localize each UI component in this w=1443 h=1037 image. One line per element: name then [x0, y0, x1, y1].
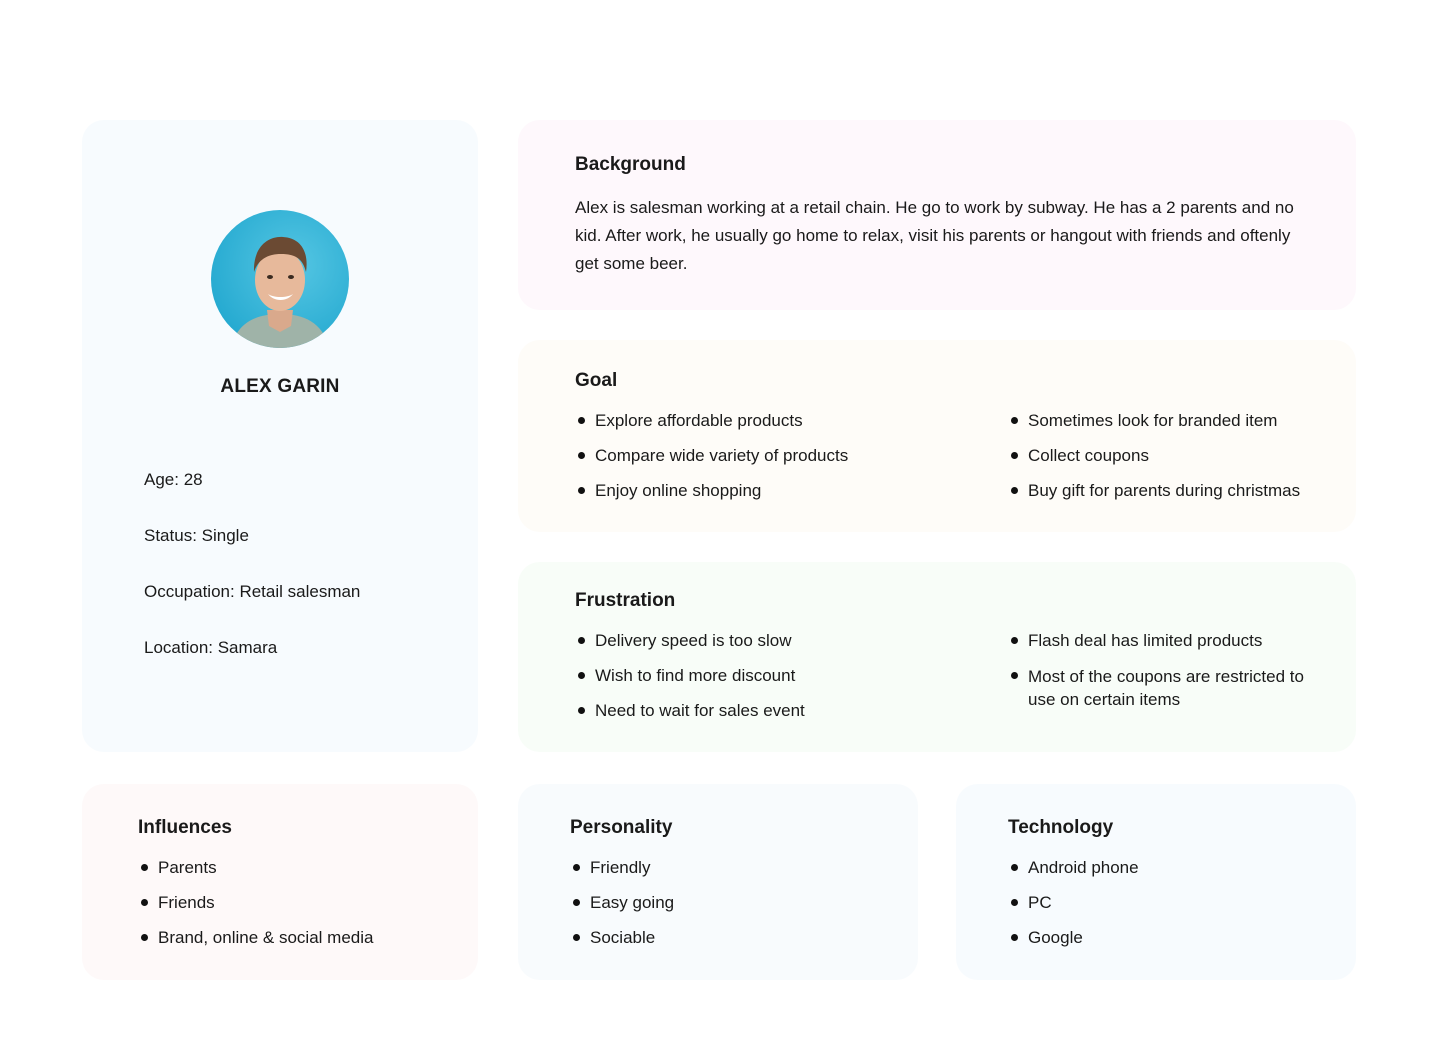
list-item: Sociable — [570, 927, 674, 948]
goal-list-right — [1008, 410, 1300, 515]
list-item: Most of the coupons are restricted to use on certain items — [1008, 665, 1308, 711]
persona-facts — [144, 470, 360, 694]
background-title: Background — [575, 154, 686, 175]
technology-title: Technology — [1008, 817, 1114, 838]
influences-card — [82, 784, 478, 980]
persona-name: ALEX GARIN — [220, 376, 340, 397]
occupation-fact: Occupation: Retail salesman — [144, 582, 361, 601]
personality-list — [570, 857, 674, 962]
list-item: Sometimes look for branded item — [1008, 410, 1300, 431]
list-item: Flash deal has limited products — [1008, 630, 1308, 651]
location-fact: Location: Samara — [144, 638, 278, 657]
goal-title: Goal — [575, 370, 618, 391]
list-item: Friends — [138, 892, 373, 913]
person-photo-icon — [211, 210, 349, 348]
personality-title: Personality — [570, 817, 673, 838]
list-item: Delivery speed is too slow — [575, 630, 805, 651]
list-item: Parents — [138, 857, 373, 878]
list-item: Enjoy online shopping — [575, 480, 848, 501]
background-card — [518, 120, 1356, 310]
personality-card — [518, 784, 918, 980]
list-item: Brand, online & social media — [138, 927, 373, 948]
list-item: Buy gift for parents during christmas — [1008, 480, 1300, 501]
avatar — [211, 210, 349, 348]
list-item: Compare wide variety of products — [575, 445, 848, 466]
goal-card — [518, 340, 1356, 532]
influences-title: Influences — [138, 817, 232, 838]
list-item: Collect coupons — [1008, 445, 1300, 466]
influences-list — [138, 857, 373, 962]
frustration-list-right — [1008, 630, 1308, 725]
list-item: Android phone — [1008, 857, 1139, 878]
goal-list-left — [575, 410, 848, 515]
frustration-title: Frustration — [575, 590, 676, 611]
technology-card — [956, 784, 1356, 980]
list-item: Google — [1008, 927, 1139, 948]
list-item: Easy going — [570, 892, 674, 913]
list-item: Wish to find more discount — [575, 665, 805, 686]
list-item: Explore affordable products — [575, 410, 848, 431]
status-fact: Status: Single — [144, 526, 249, 545]
profile-card — [82, 120, 478, 752]
list-item: Need to wait for sales event — [575, 700, 805, 721]
frustration-card — [518, 562, 1356, 752]
frustration-list-left — [575, 630, 805, 735]
age-fact: Age: 28 — [144, 470, 203, 489]
list-item: Friendly — [570, 857, 674, 878]
background-text: Alex is salesman working at a retail chain. He go to work by subway. He has a 2 parents and no kid. After work, he usually go home to relax, visit his parents or hangout with friends and oftenly get some beer. — [575, 198, 1294, 273]
technology-list — [1008, 857, 1139, 962]
list-item: PC — [1008, 892, 1139, 913]
